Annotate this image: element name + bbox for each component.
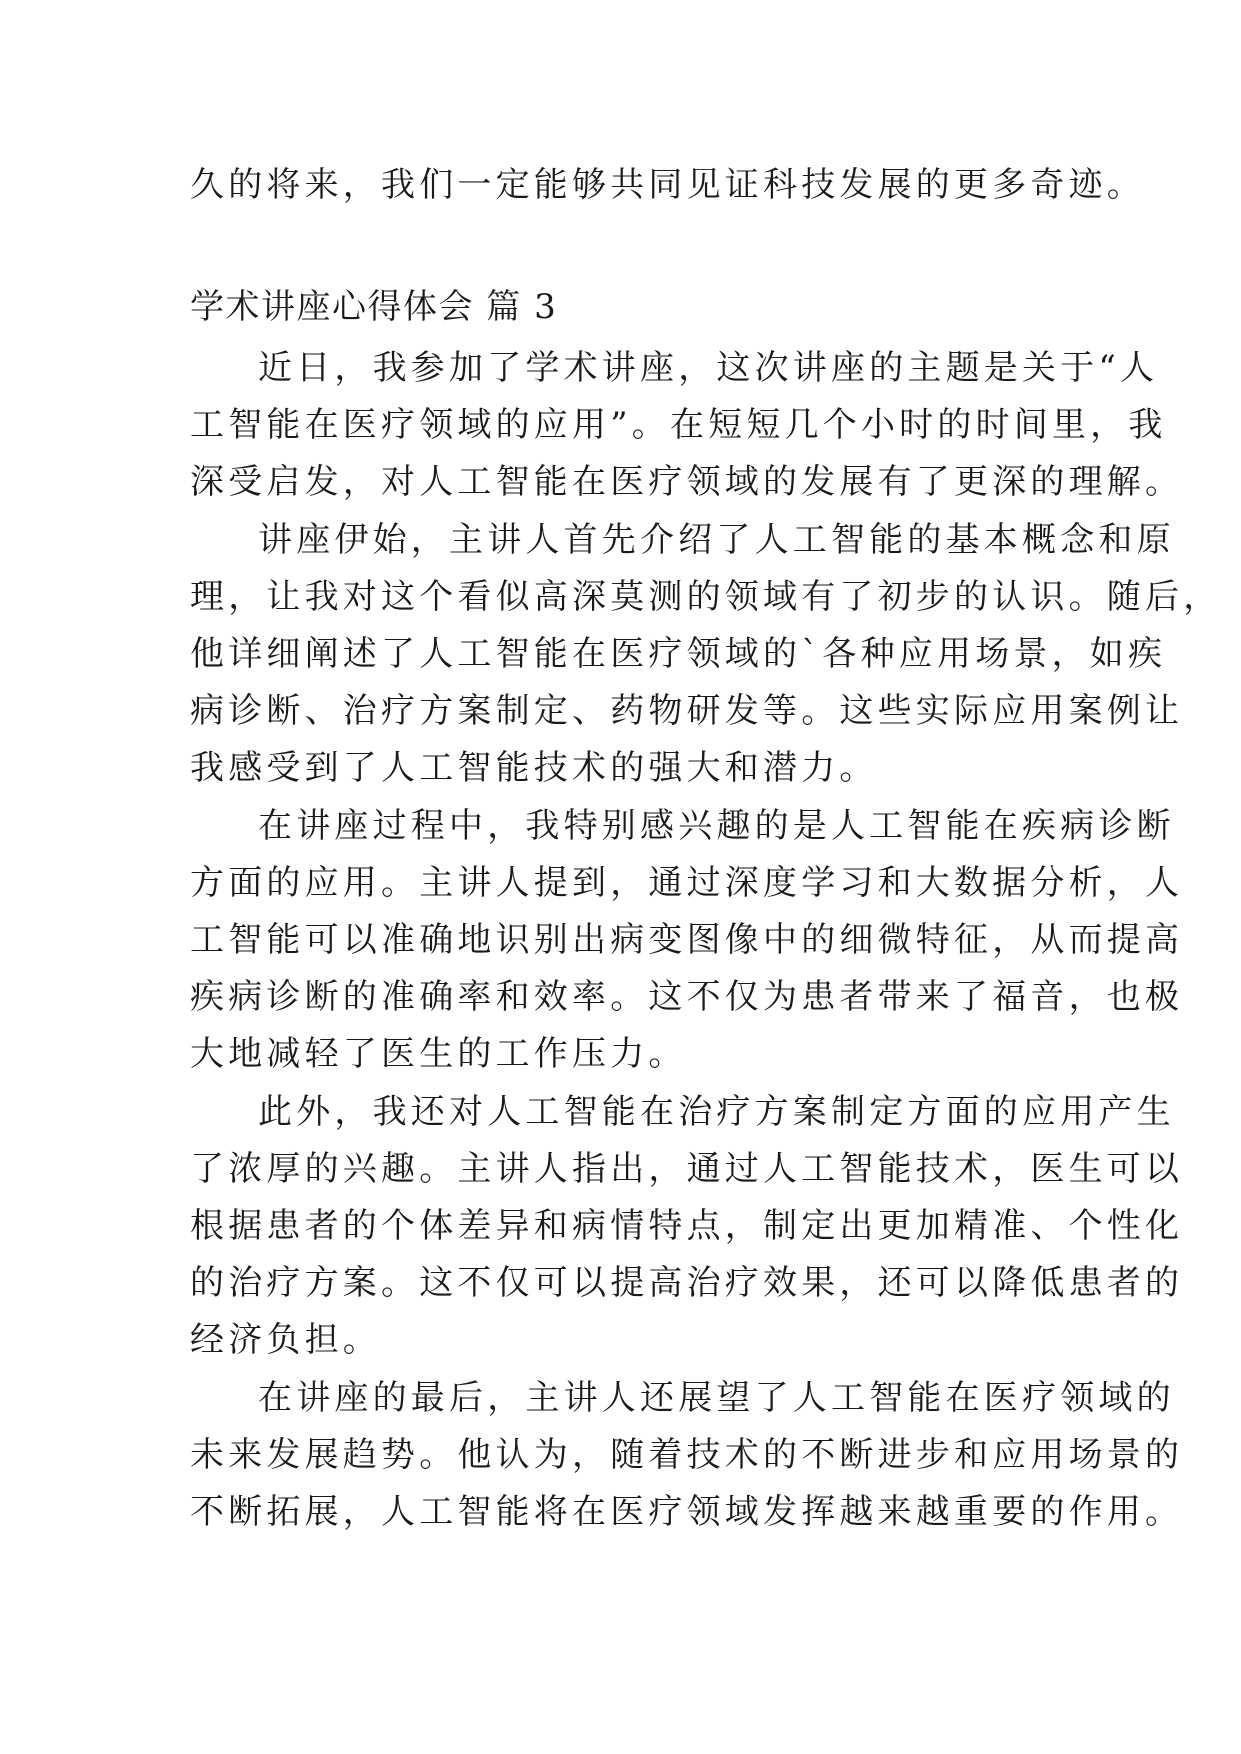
paragraph-line: 的治疗方案。这不仅可以提高治疗效果，还可以降低患者的 xyxy=(190,1263,1184,1303)
paragraph-line: 我感受到了人工智能技术的强大和潜力。 xyxy=(190,748,878,788)
paragraph-line: 不断拓展，人工智能将在医疗领域发挥越来越重要的作用。 xyxy=(190,1492,1184,1532)
paragraph-line: 讲座伊始，主讲人首先介绍了人工智能的基本概念和原 xyxy=(258,520,1175,560)
paragraph-line: 未来发展趋势。他认为，随着技术的不断进步和应用场景的 xyxy=(190,1435,1184,1475)
paragraph-line: 此外，我还对人工智能在治疗方案制定方面的应用产生 xyxy=(258,1092,1175,1132)
paragraph-line: 方面的应用。主讲人提到，通过深度学习和大数据分析，人 xyxy=(190,863,1184,903)
paragraph-line: 深受启发，对人工智能在医疗领域的发展有了更深的理解。 xyxy=(190,462,1184,502)
previous-paragraph-tail: 久的将来，我们一定能够共同见证科技发展的更多奇迹。 xyxy=(190,165,1145,205)
paragraph-line: 经济负担。 xyxy=(190,1320,381,1360)
paragraph-line: 近日，我参加了学术讲座，这次讲座的主题是关于“人 xyxy=(258,348,1159,388)
paragraph-line: 疾病诊断的准确率和效率。这不仅为患者带来了福音，也极 xyxy=(190,977,1184,1017)
paragraph-line: 他详细阐述了人工智能在医疗领域的`各种应用场景，如疾 xyxy=(190,634,1167,674)
paragraph-line: 病诊断、治疗方案制定、药物研发等。这些实际应用案例让 xyxy=(190,691,1184,731)
paragraph-line: 在讲座过程中，我特别感兴趣的是人工智能在疾病诊断 xyxy=(258,806,1175,846)
paragraph-line: 在讲座的最后，主讲人还展望了人工智能在医疗领域的 xyxy=(258,1378,1175,1418)
paragraph-line: 工智能在医疗领域的应用”。在短短几个小时的时间里，我 xyxy=(190,405,1167,445)
paragraph-line: 大地减轻了医生的工作压力。 xyxy=(190,1034,687,1074)
paragraph-line: 根据患者的个体差异和病情特点，制定出更加精准、个性化 xyxy=(190,1206,1184,1246)
paragraph-line: 了浓厚的兴趣。主讲人指出，通过人工智能技术，医生可以 xyxy=(190,1149,1184,1189)
paragraph-line: 工智能可以准确地识别出病变图像中的细微特征，从而提高 xyxy=(190,920,1184,960)
paragraph-line: 理，让我对这个看似高深莫测的领域有了初步的认识。随后， xyxy=(190,577,1222,617)
section-title: 学术讲座心得体会 篇 3 xyxy=(190,287,558,327)
